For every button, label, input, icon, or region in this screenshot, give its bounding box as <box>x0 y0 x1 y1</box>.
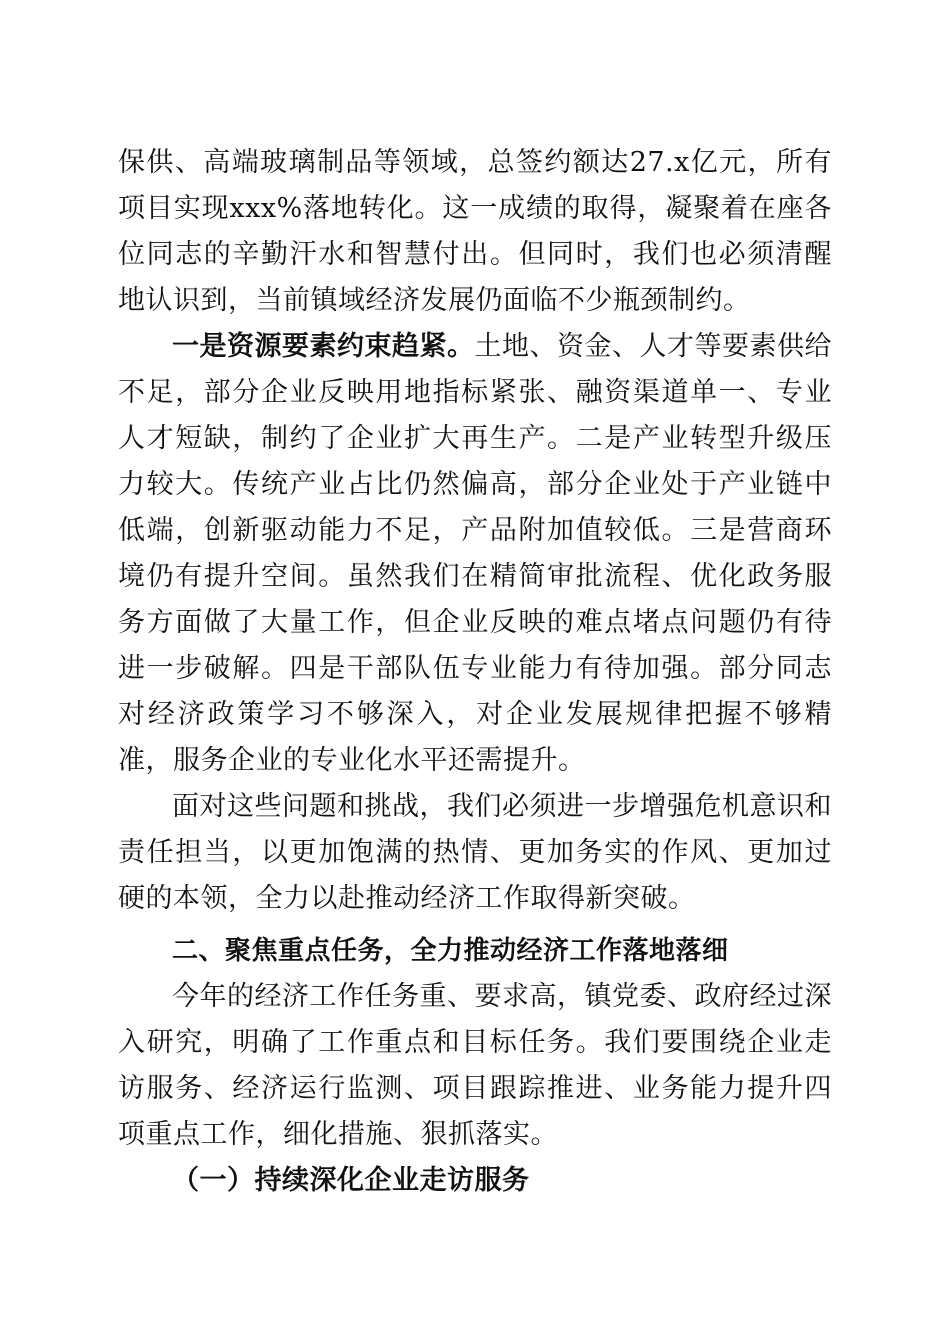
subsection-one-heading: （一）持续深化企业走访服务 <box>172 1165 530 1196</box>
paragraph-problems <box>118 324 832 784</box>
paragraph-tasks: 今年的经济工作任务重、要求高，镇党委、政府经过深入研究，明确了工作重点和目标任务。我们要围绕企业走访服务、经济运行监测、项目跟踪推进、业务能力提升四项重点工作，细化措施、狠抓落实。 <box>118 981 832 1150</box>
section-two-heading: 二、聚焦重点任务，全力推动经济工作落地落细 <box>172 936 729 966</box>
problems-body: 土地、资金、人才等要素供给不足，部分企业反映用地指标紧张、融资渠道单一、专业人才短缺，制约了企业扩大再生产。二是产业转型升级压力较大。传统产业占比仍然偏高，部分企业处于产业链中低端，创新驱动能力不足，产品附加值较低。三是营商环境仍有提升空间。虽然我们在精简审批流程、优化政务服务方面做了大量工作，但企业反映的难点堵点问题仍有待进一步破解。四是干部队伍专业能力有待加强。部分同志对经济政策学习不够深入，对企业发展规律把握不够精准，服务企业的专业化水平还需提升。 <box>118 331 832 776</box>
paragraph-intro-continued: 保供、高端玻璃制品等领域，总签约额达27.x亿元，所有项目实现xxx%落地转化。这一成绩的取得，凝聚着在座各位同志的辛勤汗水和智慧付出。但同时，我们也必须清醒地认识到，当前镇域经济发展仍面临不少瓶颈制约。 <box>118 147 832 316</box>
problems-lead: 一是资源要素约束趋紧。 <box>172 331 475 362</box>
document-page <box>118 140 832 1204</box>
paragraph-challenge: 面对这些问题和挑战，我们必须进一步增强危机意识和责任担当，以更加饱满的热情、更加务实的作风、更加过硬的本领，全力以赴推动经济工作取得新突破。 <box>118 791 832 914</box>
